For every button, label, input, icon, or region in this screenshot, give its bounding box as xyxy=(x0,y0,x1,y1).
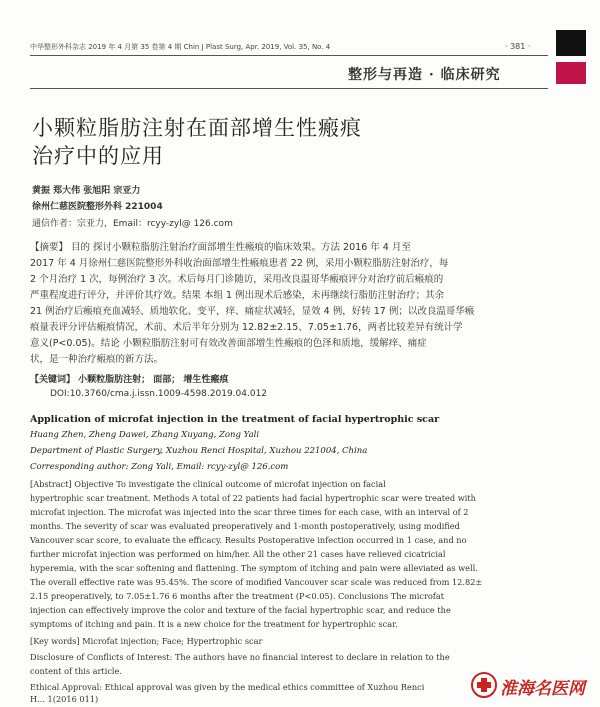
medical-cross-icon xyxy=(470,672,498,698)
abstract-zh-line: 严重程度进行评分，并评价其疗效。结果 本组 1 例出现术后感染，未再继续行脂肪注射治疗；其余 xyxy=(30,290,445,301)
corresponding-en: Corresponding author: Zong Yali, Email: rcyy-zyl@ 126.com xyxy=(30,462,289,472)
keywords-en: [Key words] Microfat injection; Face; Hypertrophic scar xyxy=(30,636,263,646)
doi: DOI:10.3760/cma.j.issn.1009-4598.2019.04.012 xyxy=(50,389,268,399)
abstract-zh-line: 2017 年 4 月徐州仁慈医院整形外科收治面部增生性瘢痕患者 22 例，采用小颗粒脂肪注射治疗，每 xyxy=(30,258,449,269)
disclosure-line: content of this article. xyxy=(30,666,122,676)
abstract-en-line: injection can effectively improve the color and texture of the facial hypertrophic scar, and reduce the xyxy=(30,605,451,615)
abstract-en-line: 2.15 preoperatively, to 7.05±1.76 6 months after the treatment (P<0.05). Conclusions The microfat xyxy=(30,591,445,601)
abstract-en-line: months. The severity of scar was evaluated preoperatively and 1-month postoperatively, using modified xyxy=(30,521,460,531)
authors-zh: 黄振 郑大伟 张旭阳 宗亚力 xyxy=(32,186,141,196)
title-en: Application of microfat injection in the treatment of facial hypertrophic scar xyxy=(30,414,440,425)
title-zh-line1: 小颗粒脂肪注射在面部增生性瘢痕 xyxy=(32,116,362,140)
watermark-text: 淮海名医网 xyxy=(500,679,585,699)
abstract-zh-line: 痕量表评分评估瘢痕情况，术前、术后半年分别为 12.82±2.15、7.05±1.76，两者比较差异有统计学 xyxy=(30,322,463,333)
section-title: 整形与再造 · 临床研究 xyxy=(348,67,501,83)
corresponding-zh: 通信作者：宗亚力，Email：rcyy-zyl@ 126.com xyxy=(32,219,233,229)
abstract-zh-line: 意义(P<0.05)。结论 小颗粒脂肪注射可有效改善面部增生性瘢痕的色泽和质地，缓解痒、痛症 xyxy=(30,338,427,349)
affiliation-en: Department of Plastic Surgery, Xuzhou Renci Hospital, Xuzhou 221004, China xyxy=(30,446,368,456)
title-zh-line2: 治疗中的应用 xyxy=(32,144,164,168)
section-rule xyxy=(30,88,548,89)
abstract-en-line: The overall effective rate was 95.45%. The score of modified Vancouver scar scale was reduced from 12.82± xyxy=(30,577,483,587)
color-tab-red xyxy=(556,62,586,84)
abstract-zh-line: 21 例治疗后瘢痕充血减轻、质地软化、变平，痒、痛症状减轻，显效 4 例，好转 17 例；以改良温哥华瘢 xyxy=(30,306,475,317)
header-rule xyxy=(30,55,548,56)
abstract-zh-line: 状，是一种治疗瘢痕的新方法。 xyxy=(30,354,164,365)
abstract-en-line: hyperemia, with the scar softening and flattening. The symptom of itching and pain were alleviated as well. xyxy=(30,563,478,573)
page-number: · 381 · xyxy=(505,42,531,51)
watermark-logo xyxy=(470,672,596,698)
abstract-en-line: Vancouver scar score, to evaluate the efficacy. Results Postoperative infection occurred in 1 case, and no xyxy=(30,535,467,545)
keywords-zh: 【关键词】 小颗粒脂肪注射； 面部； 增生性瘢痕 xyxy=(30,375,229,385)
journal-header: 中华整形外科杂志 2019 年 4 月第 35 卷第 4 期 Chin J Plast Surg, Apr. 2019, Vol. 35, No. 4 xyxy=(30,43,331,51)
abstract-en-line: further microfat injection was performed on him/her. All the other 21 cases have relieved cicatricial xyxy=(30,549,446,559)
affiliation-zh: 徐州仁慈医院整形外科 221004 xyxy=(32,202,163,212)
ethical-line: H... 1(2016 011) xyxy=(30,694,99,704)
abstract-en-line: symptoms of itching and pain. It is a new choice for the treatment for hypertrophic scar. xyxy=(30,619,398,629)
abstract-en-line: hypertrophic scar treatment. Methods A total of 22 patients had facial hypertrophic scar were treated with xyxy=(30,493,476,503)
abstract-zh-line: 2 个月治疗 1 次，每例治疗 3 次。术后每月门诊随访，采用改良温哥华瘢痕评分对治疗前后瘢痕的 xyxy=(30,274,444,285)
ethical-line: Ethical Approval: Ethical approval was given by the medical ethics committee of Xuzhou Renci xyxy=(30,682,425,692)
abstract-zh-line: 【摘要】 目的 探讨小颗粒脂肪注射治疗面部增生性瘢痕的临床效果。方法 2016 年 4 月至 xyxy=(30,242,411,253)
authors-en: Huang Zhen, Zheng Dawei, Zhang Xuyang, Zong Yali xyxy=(30,430,260,440)
abstract-en-line: microfat injection. The microfat was injected into the scar three times for each case, with an interval of 2 xyxy=(30,507,469,517)
abstract-en-line: [Abstract] Objective To investigate the clinical outcome of microfat injection on facial xyxy=(30,479,386,489)
disclosure-line: Disclosure of Conflicts of Interest: The authors have no financial interest to declare in relation to the xyxy=(30,652,450,662)
color-tab-black xyxy=(556,30,586,56)
